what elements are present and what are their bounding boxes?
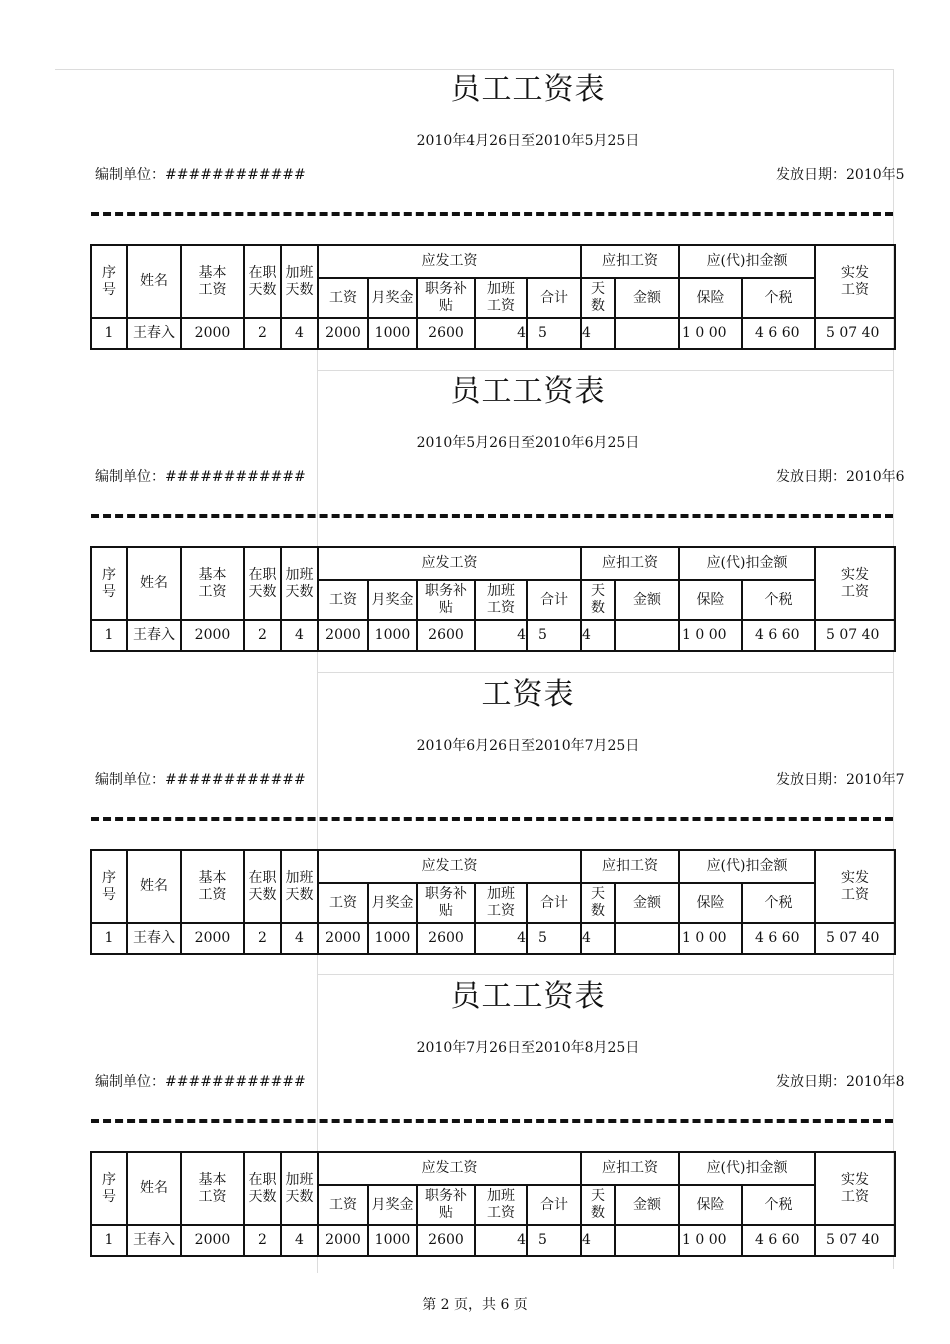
cell-wage: 2000 — [318, 923, 368, 954]
group-header-withholding: 应(代)扣金额 — [679, 245, 815, 278]
header-row-1 — [91, 245, 895, 278]
col-header-insurance: 保险 — [679, 580, 742, 620]
cell-seq: 1 — [91, 318, 127, 349]
col-header-tax: 个税 — [742, 883, 815, 923]
pay-period: 2010年7月26日至2010年8月25日 — [416, 1040, 640, 1056]
cell-insurance: 1 0 00 — [679, 1225, 742, 1256]
cell-days: 4 — [581, 923, 615, 954]
issue-date: 发放日期：2010年5 — [776, 167, 905, 183]
cell-days: 4 — [581, 1225, 615, 1256]
cell-wage: 2000 — [318, 318, 368, 349]
col-header-days: 天数 — [581, 883, 615, 923]
section-title: 员工工资表 — [450, 72, 606, 107]
col-header-total: 合计 — [527, 580, 581, 620]
section-title: 员工工资表 — [450, 979, 606, 1014]
col-header-net-pay: 实发工资 — [815, 245, 895, 318]
cell-wage: 2000 — [318, 1225, 368, 1256]
cell-tax: 4 6 60 — [742, 318, 815, 349]
col-header-allowance: 职务补贴 — [417, 580, 475, 620]
header-row-1 — [91, 1152, 895, 1185]
cell-insurance: 1 0 00 — [679, 318, 742, 349]
col-header-tax: 个税 — [742, 1185, 815, 1225]
header-row-1 — [91, 850, 895, 883]
cell-overtime-days: 4 — [281, 1225, 318, 1256]
compiling-unit: 编制单位：############ — [95, 772, 306, 788]
payroll-section — [0, 72, 950, 391]
col-header-amount: 金额 — [615, 278, 679, 318]
cell-tax: 4 6 60 — [742, 620, 815, 651]
cell-amount — [615, 1225, 679, 1256]
col-header-overtime-wage: 加班工资 — [475, 278, 527, 318]
cell-bonus: 1000 — [368, 318, 417, 349]
issue-date: 发放日期：2010年7 — [776, 772, 905, 788]
col-header-days-on-job: 在职天数 — [244, 1152, 281, 1225]
salary-table — [90, 849, 896, 955]
page-footer: 第 2 页，共 6 页 — [422, 1297, 528, 1313]
cell-amount — [615, 318, 679, 349]
compiling-unit: 编制单位：############ — [95, 1074, 306, 1090]
col-header-amount: 金额 — [615, 580, 679, 620]
cell-allowance: 2600 — [417, 923, 475, 954]
col-header-insurance: 保险 — [679, 883, 742, 923]
cell-base-wage: 2000 — [181, 318, 244, 349]
col-header-name: 姓名 — [127, 1152, 181, 1225]
cell-bonus: 1000 — [368, 923, 417, 954]
col-header-bonus: 月奖金 — [368, 278, 417, 318]
col-header-base-wage: 基本工资 — [181, 1152, 244, 1225]
col-header-overtime-days: 加班天数 — [281, 547, 318, 620]
group-header-payable: 应发工资 — [318, 547, 581, 580]
group-header-payable: 应发工资 — [318, 1152, 581, 1185]
col-header-total: 合计 — [527, 1185, 581, 1225]
cell-days-on-job: 2 — [244, 923, 281, 954]
dashed-divider — [91, 514, 893, 518]
col-header-tax: 个税 — [742, 278, 815, 318]
col-header-base-wage: 基本工资 — [181, 547, 244, 620]
group-header-withholding: 应(代)扣金额 — [679, 850, 815, 883]
col-header-base-wage: 基本工资 — [181, 245, 244, 318]
col-header-days: 天数 — [581, 1185, 615, 1225]
salary-table — [90, 244, 896, 350]
col-header-name: 姓名 — [127, 245, 181, 318]
col-header-seq: 序号 — [91, 245, 127, 318]
dashed-divider — [91, 212, 893, 216]
cell-base-wage: 2000 — [181, 620, 244, 651]
col-header-bonus: 月奖金 — [368, 580, 417, 620]
cell-overtime-wage: 4 — [475, 318, 527, 349]
col-header-name: 姓名 — [127, 547, 181, 620]
col-header-amount: 金额 — [615, 1185, 679, 1225]
col-header-days-on-job: 在职天数 — [244, 547, 281, 620]
col-header-insurance: 保险 — [679, 278, 742, 318]
cell-net-pay: 5 07 40 — [815, 318, 895, 349]
col-header-days-on-job: 在职天数 — [244, 245, 281, 318]
group-header-withholding: 应(代)扣金额 — [679, 547, 815, 580]
table-row — [91, 923, 895, 954]
cell-amount — [615, 923, 679, 954]
cell-wage: 2000 — [318, 620, 368, 651]
cell-overtime-wage: 4 — [475, 620, 527, 651]
group-header-deduction: 应扣工资 — [581, 547, 679, 580]
issue-date: 发放日期：2010年8 — [776, 1074, 905, 1090]
cell-base-wage: 2000 — [181, 1225, 244, 1256]
col-header-overtime-days: 加班天数 — [281, 850, 318, 923]
salary-table — [90, 1151, 896, 1257]
col-header-days: 天数 — [581, 580, 615, 620]
table-row — [91, 1225, 895, 1256]
col-header-overtime-days: 加班天数 — [281, 1152, 318, 1225]
cell-days: 4 — [581, 318, 615, 349]
cell-days-on-job: 2 — [244, 620, 281, 651]
cell-base-wage: 2000 — [181, 923, 244, 954]
payroll-section — [0, 979, 950, 1298]
cell-seq: 1 — [91, 1225, 127, 1256]
cell-overtime-days: 4 — [281, 318, 318, 349]
col-header-seq: 序号 — [91, 850, 127, 923]
cell-allowance: 2600 — [417, 1225, 475, 1256]
col-header-total: 合计 — [527, 278, 581, 318]
col-header-wage: 工资 — [318, 1185, 368, 1225]
cell-days-on-job: 2 — [244, 318, 281, 349]
cell-net-pay: 5 07 40 — [815, 923, 895, 954]
col-header-base-wage: 基本工资 — [181, 850, 244, 923]
col-header-amount: 金额 — [615, 883, 679, 923]
section-title: 工资表 — [481, 677, 575, 712]
cell-name: 王春入 — [127, 318, 181, 349]
dashed-divider — [91, 817, 893, 821]
cell-total: 5 — [527, 318, 581, 349]
pay-period: 2010年6月26日至2010年7月25日 — [416, 738, 640, 754]
col-header-allowance: 职务补贴 — [417, 883, 475, 923]
cell-overtime-wage: 4 — [475, 923, 527, 954]
cell-bonus: 1000 — [368, 620, 417, 651]
cell-name: 王春入 — [127, 620, 181, 651]
col-header-net-pay: 实发工资 — [815, 547, 895, 620]
cell-overtime-days: 4 — [281, 923, 318, 954]
cell-insurance: 1 0 00 — [679, 620, 742, 651]
cell-overtime-days: 4 — [281, 620, 318, 651]
col-header-overtime-wage: 加班工资 — [475, 883, 527, 923]
cell-allowance: 2600 — [417, 620, 475, 651]
compiling-unit: 编制单位：############ — [95, 469, 306, 485]
col-header-bonus: 月奖金 — [368, 883, 417, 923]
cell-name: 王春入 — [127, 1225, 181, 1256]
col-header-allowance: 职务补贴 — [417, 1185, 475, 1225]
pay-period: 2010年5月26日至2010年6月25日 — [416, 435, 640, 451]
cell-allowance: 2600 — [417, 318, 475, 349]
col-header-total: 合计 — [527, 883, 581, 923]
cell-days: 4 — [581, 620, 615, 651]
col-header-insurance: 保险 — [679, 1185, 742, 1225]
cell-tax: 4 6 60 — [742, 923, 815, 954]
cell-name: 王春入 — [127, 923, 181, 954]
group-header-withholding: 应(代)扣金额 — [679, 1152, 815, 1185]
section-title: 员工工资表 — [450, 374, 606, 409]
col-header-overtime-wage: 加班工资 — [475, 580, 527, 620]
col-header-tax: 个税 — [742, 580, 815, 620]
col-header-wage: 工资 — [318, 278, 368, 318]
col-header-overtime-wage: 加班工资 — [475, 1185, 527, 1225]
col-header-bonus: 月奖金 — [368, 1185, 417, 1225]
col-header-seq: 序号 — [91, 1152, 127, 1225]
group-header-deduction: 应扣工资 — [581, 245, 679, 278]
compiling-unit: 编制单位：############ — [95, 167, 306, 183]
cell-tax: 4 6 60 — [742, 1225, 815, 1256]
cell-seq: 1 — [91, 620, 127, 651]
col-header-name: 姓名 — [127, 850, 181, 923]
cell-net-pay: 5 07 40 — [815, 1225, 895, 1256]
cell-amount — [615, 620, 679, 651]
header-row-1 — [91, 547, 895, 580]
group-header-deduction: 应扣工资 — [581, 1152, 679, 1185]
issue-date: 发放日期：2010年6 — [776, 469, 905, 485]
col-header-days-on-job: 在职天数 — [244, 850, 281, 923]
cell-seq: 1 — [91, 923, 127, 954]
col-header-wage: 工资 — [318, 580, 368, 620]
group-header-deduction: 应扣工资 — [581, 850, 679, 883]
cell-net-pay: 5 07 40 — [815, 620, 895, 651]
cell-bonus: 1000 — [368, 1225, 417, 1256]
cell-total: 5 — [527, 1225, 581, 1256]
col-header-overtime-days: 加班天数 — [281, 245, 318, 318]
table-row — [91, 620, 895, 651]
cell-total: 5 — [527, 923, 581, 954]
grid-line-top — [55, 69, 893, 70]
dashed-divider — [91, 1119, 893, 1123]
payroll-section — [0, 677, 950, 996]
group-header-payable: 应发工资 — [318, 850, 581, 883]
col-header-net-pay: 实发工资 — [815, 850, 895, 923]
col-header-allowance: 职务补贴 — [417, 278, 475, 318]
col-header-seq: 序号 — [91, 547, 127, 620]
col-header-days: 天数 — [581, 278, 615, 318]
cell-days-on-job: 2 — [244, 1225, 281, 1256]
table-row — [91, 318, 895, 349]
col-header-wage: 工资 — [318, 883, 368, 923]
payroll-section — [0, 374, 950, 693]
salary-table — [90, 546, 896, 652]
cell-overtime-wage: 4 — [475, 1225, 527, 1256]
col-header-net-pay: 实发工资 — [815, 1152, 895, 1225]
cell-total: 5 — [527, 620, 581, 651]
pay-period: 2010年4月26日至2010年5月25日 — [416, 133, 640, 149]
group-header-payable: 应发工资 — [318, 245, 581, 278]
cell-insurance: 1 0 00 — [679, 923, 742, 954]
